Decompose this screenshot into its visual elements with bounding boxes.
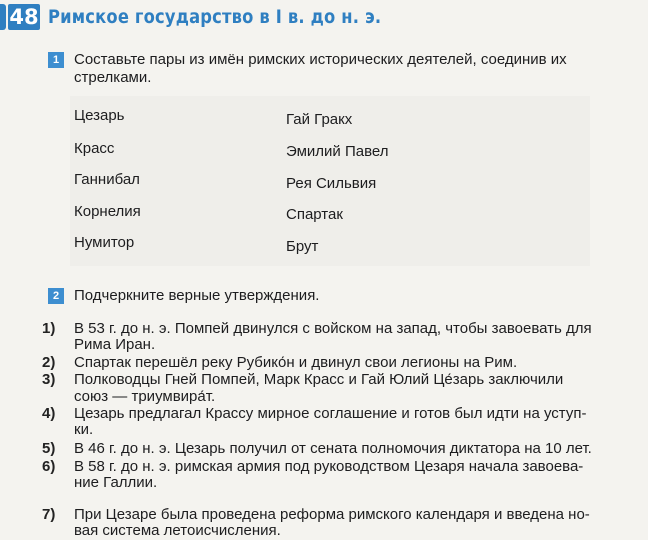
- statement-7-number: 7): [42, 506, 56, 523]
- statement-6-line-1: В 58 г. до н. э. римская армия под руководством Цезаря начала завоева-: [74, 458, 584, 475]
- right-name-3: Рея Сильвия: [286, 175, 377, 192]
- right-name-1: Гай Гракх: [286, 111, 353, 128]
- page-title: Римское государство в I в. до н. э.: [48, 6, 382, 28]
- left-name-4: Корнелия: [74, 203, 141, 220]
- statement-5-line-1: В 46 г. до н. э. Цезарь получил от сената полномочия диктатора на 10 лет.: [74, 440, 592, 457]
- statement-4-line-2: ки.: [74, 421, 94, 438]
- statement-7-line-1: При Цезаре была проведена реформа римского календаря и введена но-: [74, 506, 590, 523]
- task-1-text-line-2: стрелками.: [74, 69, 152, 86]
- statement-3-line-2: союз — триумвира́т.: [74, 388, 216, 405]
- statement-2-line-1: Спартак перешёл реку Рубико́н и двинул свои легионы на Рим.: [74, 354, 518, 371]
- statement-3-line-1: Полководцы Гней Помпей, Марк Красс и Гай Юлий Це́зарь заключили: [74, 371, 564, 388]
- task-2-text: Подчеркните верные утверждения.: [74, 287, 320, 304]
- statement-1-number: 1): [42, 320, 56, 337]
- right-name-4: Спартак: [286, 206, 343, 223]
- left-name-3: Ганнибал: [74, 171, 140, 188]
- statement-1-line-1: В 53 г. до н. э. Помпей двинулся с войском на запад, чтобы завоевать для: [74, 320, 592, 337]
- task-1-number: 1: [48, 52, 64, 68]
- section-number-badge: 48: [9, 5, 39, 29]
- statement-4-number: 4): [42, 405, 56, 422]
- statement-2-number: 2): [42, 354, 56, 371]
- statement-6-line-2: ние Галлии.: [74, 474, 158, 491]
- statement-5-number: 5): [42, 440, 56, 457]
- left-name-2: Красс: [74, 140, 115, 157]
- task-1-text-line-1: Составьте пары из имён римских исторических деятелей, соединив их: [74, 51, 567, 68]
- statement-1-line-2: Рима Иран.: [74, 336, 156, 353]
- statement-7-line-2: вая система летоисчисления.: [74, 522, 281, 539]
- statement-4-line-1: Цезарь предлагал Крассу мирное соглашение и готов был идти на уступ-: [74, 405, 587, 422]
- statement-3-number: 3): [42, 371, 56, 388]
- section-marker: [0, 4, 6, 30]
- statement-6-number: 6): [42, 458, 56, 475]
- task-2-number: 2: [48, 288, 64, 304]
- left-name-5: Нумитор: [74, 234, 135, 251]
- right-name-5: Брут: [286, 238, 319, 255]
- right-name-2: Эмилий Павел: [286, 143, 389, 160]
- left-name-1: Цезарь: [74, 107, 125, 124]
